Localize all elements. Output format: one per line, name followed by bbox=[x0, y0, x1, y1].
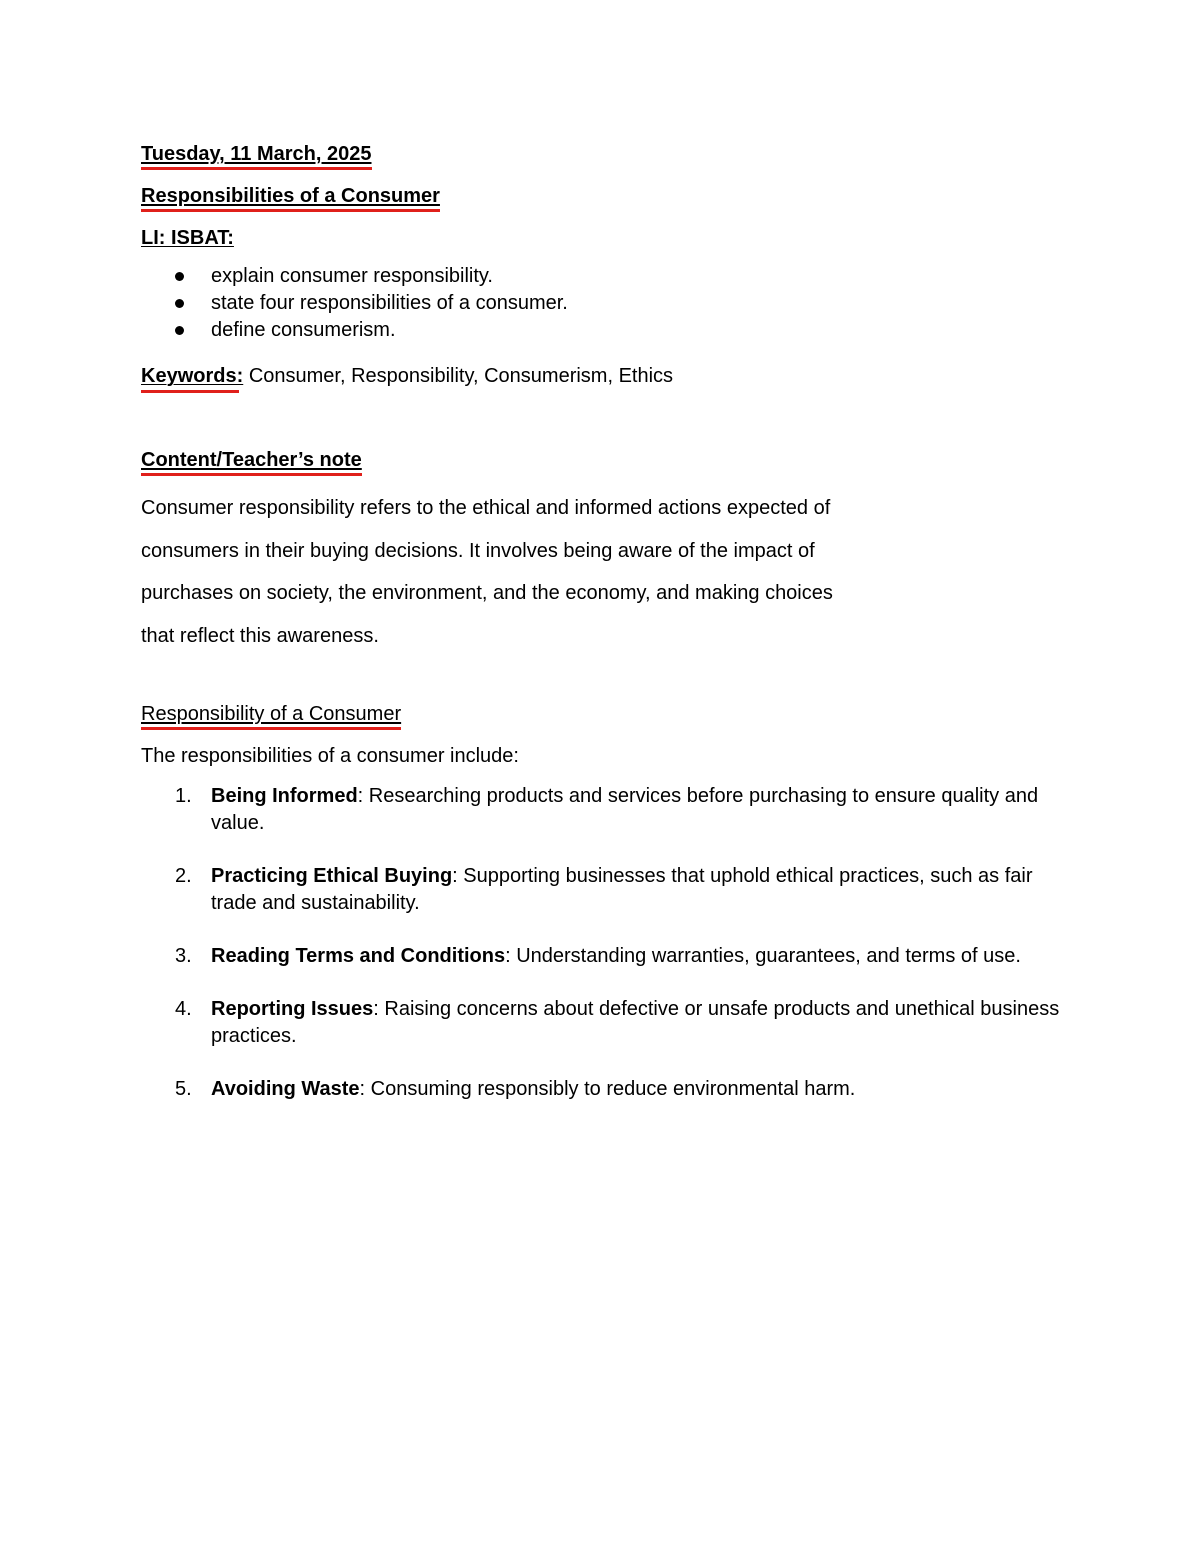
keywords-value: Consumer, Responsibility, Consumerism, Ethics bbox=[248, 365, 674, 387]
list-item bbox=[141, 996, 1061, 1050]
objectives-list bbox=[141, 263, 1061, 344]
item-number: 5. bbox=[175, 1078, 192, 1100]
item-term: Reporting Issues bbox=[211, 998, 374, 1020]
li-label: LI: ISBAT: bbox=[141, 227, 234, 249]
item-term: Practicing Ethical Buying bbox=[211, 865, 453, 887]
content-heading-row bbox=[141, 445, 1061, 487]
document-page bbox=[141, 139, 1061, 1129]
keywords-label: Keywords: bbox=[141, 365, 244, 387]
responsibility-intro: The responsibilities of a consumer include: bbox=[141, 745, 519, 767]
item-number: 3. bbox=[175, 945, 192, 967]
content-heading-text: Content/Teacher’s note bbox=[141, 449, 362, 471]
item-description: : Raising concerns about defective or unsafe products and unethical business practices. bbox=[211, 998, 1060, 1047]
responsibility-heading-row bbox=[141, 699, 1061, 741]
bullet-icon bbox=[175, 272, 184, 281]
spellcheck-underline bbox=[141, 473, 362, 476]
list-item bbox=[141, 783, 1061, 837]
date-row bbox=[141, 139, 1061, 181]
responsibility-heading-text: Responsibility of a Consumer bbox=[141, 703, 402, 725]
spellcheck-underline bbox=[141, 209, 440, 212]
title-heading bbox=[141, 181, 440, 211]
spellcheck-underline bbox=[141, 390, 239, 393]
item-description: : Consuming responsibly to reduce environmental harm. bbox=[359, 1078, 856, 1100]
responsibility-heading bbox=[141, 699, 401, 729]
item-description: : Researching products and services before purchasing to ensure quality and value. bbox=[211, 785, 1039, 834]
list-item bbox=[141, 263, 1061, 290]
paragraph-line: that reflect this awareness. bbox=[141, 624, 379, 647]
responsibility-list bbox=[141, 783, 1061, 1103]
list-item bbox=[141, 1076, 1061, 1103]
title-text: Responsibilities of a Consumer bbox=[141, 185, 440, 207]
bullet-icon bbox=[175, 299, 184, 308]
content-paragraph bbox=[141, 487, 1061, 657]
keywords-row bbox=[141, 361, 1061, 445]
item-number: 1. bbox=[175, 785, 192, 807]
li-row bbox=[141, 223, 1061, 265]
paragraph-line: Consumer responsibility refers to the ethical and informed actions expected of bbox=[141, 497, 831, 519]
bullet-icon bbox=[175, 326, 184, 335]
title-row bbox=[141, 181, 1061, 223]
content-heading bbox=[141, 445, 362, 475]
spellcheck-underline bbox=[141, 167, 372, 170]
list-item bbox=[141, 943, 1061, 970]
paragraph-line: consumers in their buying decisions. It involves being aware of the impact of bbox=[141, 539, 815, 562]
objective-text: explain consumer responsibility. bbox=[211, 265, 493, 287]
item-term: Reading Terms and Conditions bbox=[211, 945, 506, 967]
spellcheck-underline bbox=[141, 727, 401, 730]
list-item bbox=[141, 863, 1061, 917]
item-description: : Understanding warranties, guarantees, and terms of use. bbox=[505, 945, 1021, 967]
list-item bbox=[141, 317, 1061, 344]
item-term: Being Informed bbox=[211, 785, 358, 807]
keywords-label-wrap bbox=[141, 361, 243, 391]
item-term: Avoiding Waste bbox=[211, 1078, 360, 1100]
date-text: Tuesday, 11 March, 2025 bbox=[141, 143, 372, 165]
objective-text: define consumerism. bbox=[211, 319, 396, 341]
list-item bbox=[141, 290, 1061, 317]
paragraph-line: purchases on society, the environment, and the economy, and making choices bbox=[141, 582, 833, 604]
date-heading bbox=[141, 139, 372, 169]
item-number: 2. bbox=[175, 865, 192, 887]
objective-text: state four responsibilities of a consumer. bbox=[211, 292, 568, 314]
item-description: : Supporting businesses that uphold ethical practices, such as fair trade and sustainability. bbox=[211, 865, 1033, 914]
item-number: 4. bbox=[175, 998, 192, 1020]
